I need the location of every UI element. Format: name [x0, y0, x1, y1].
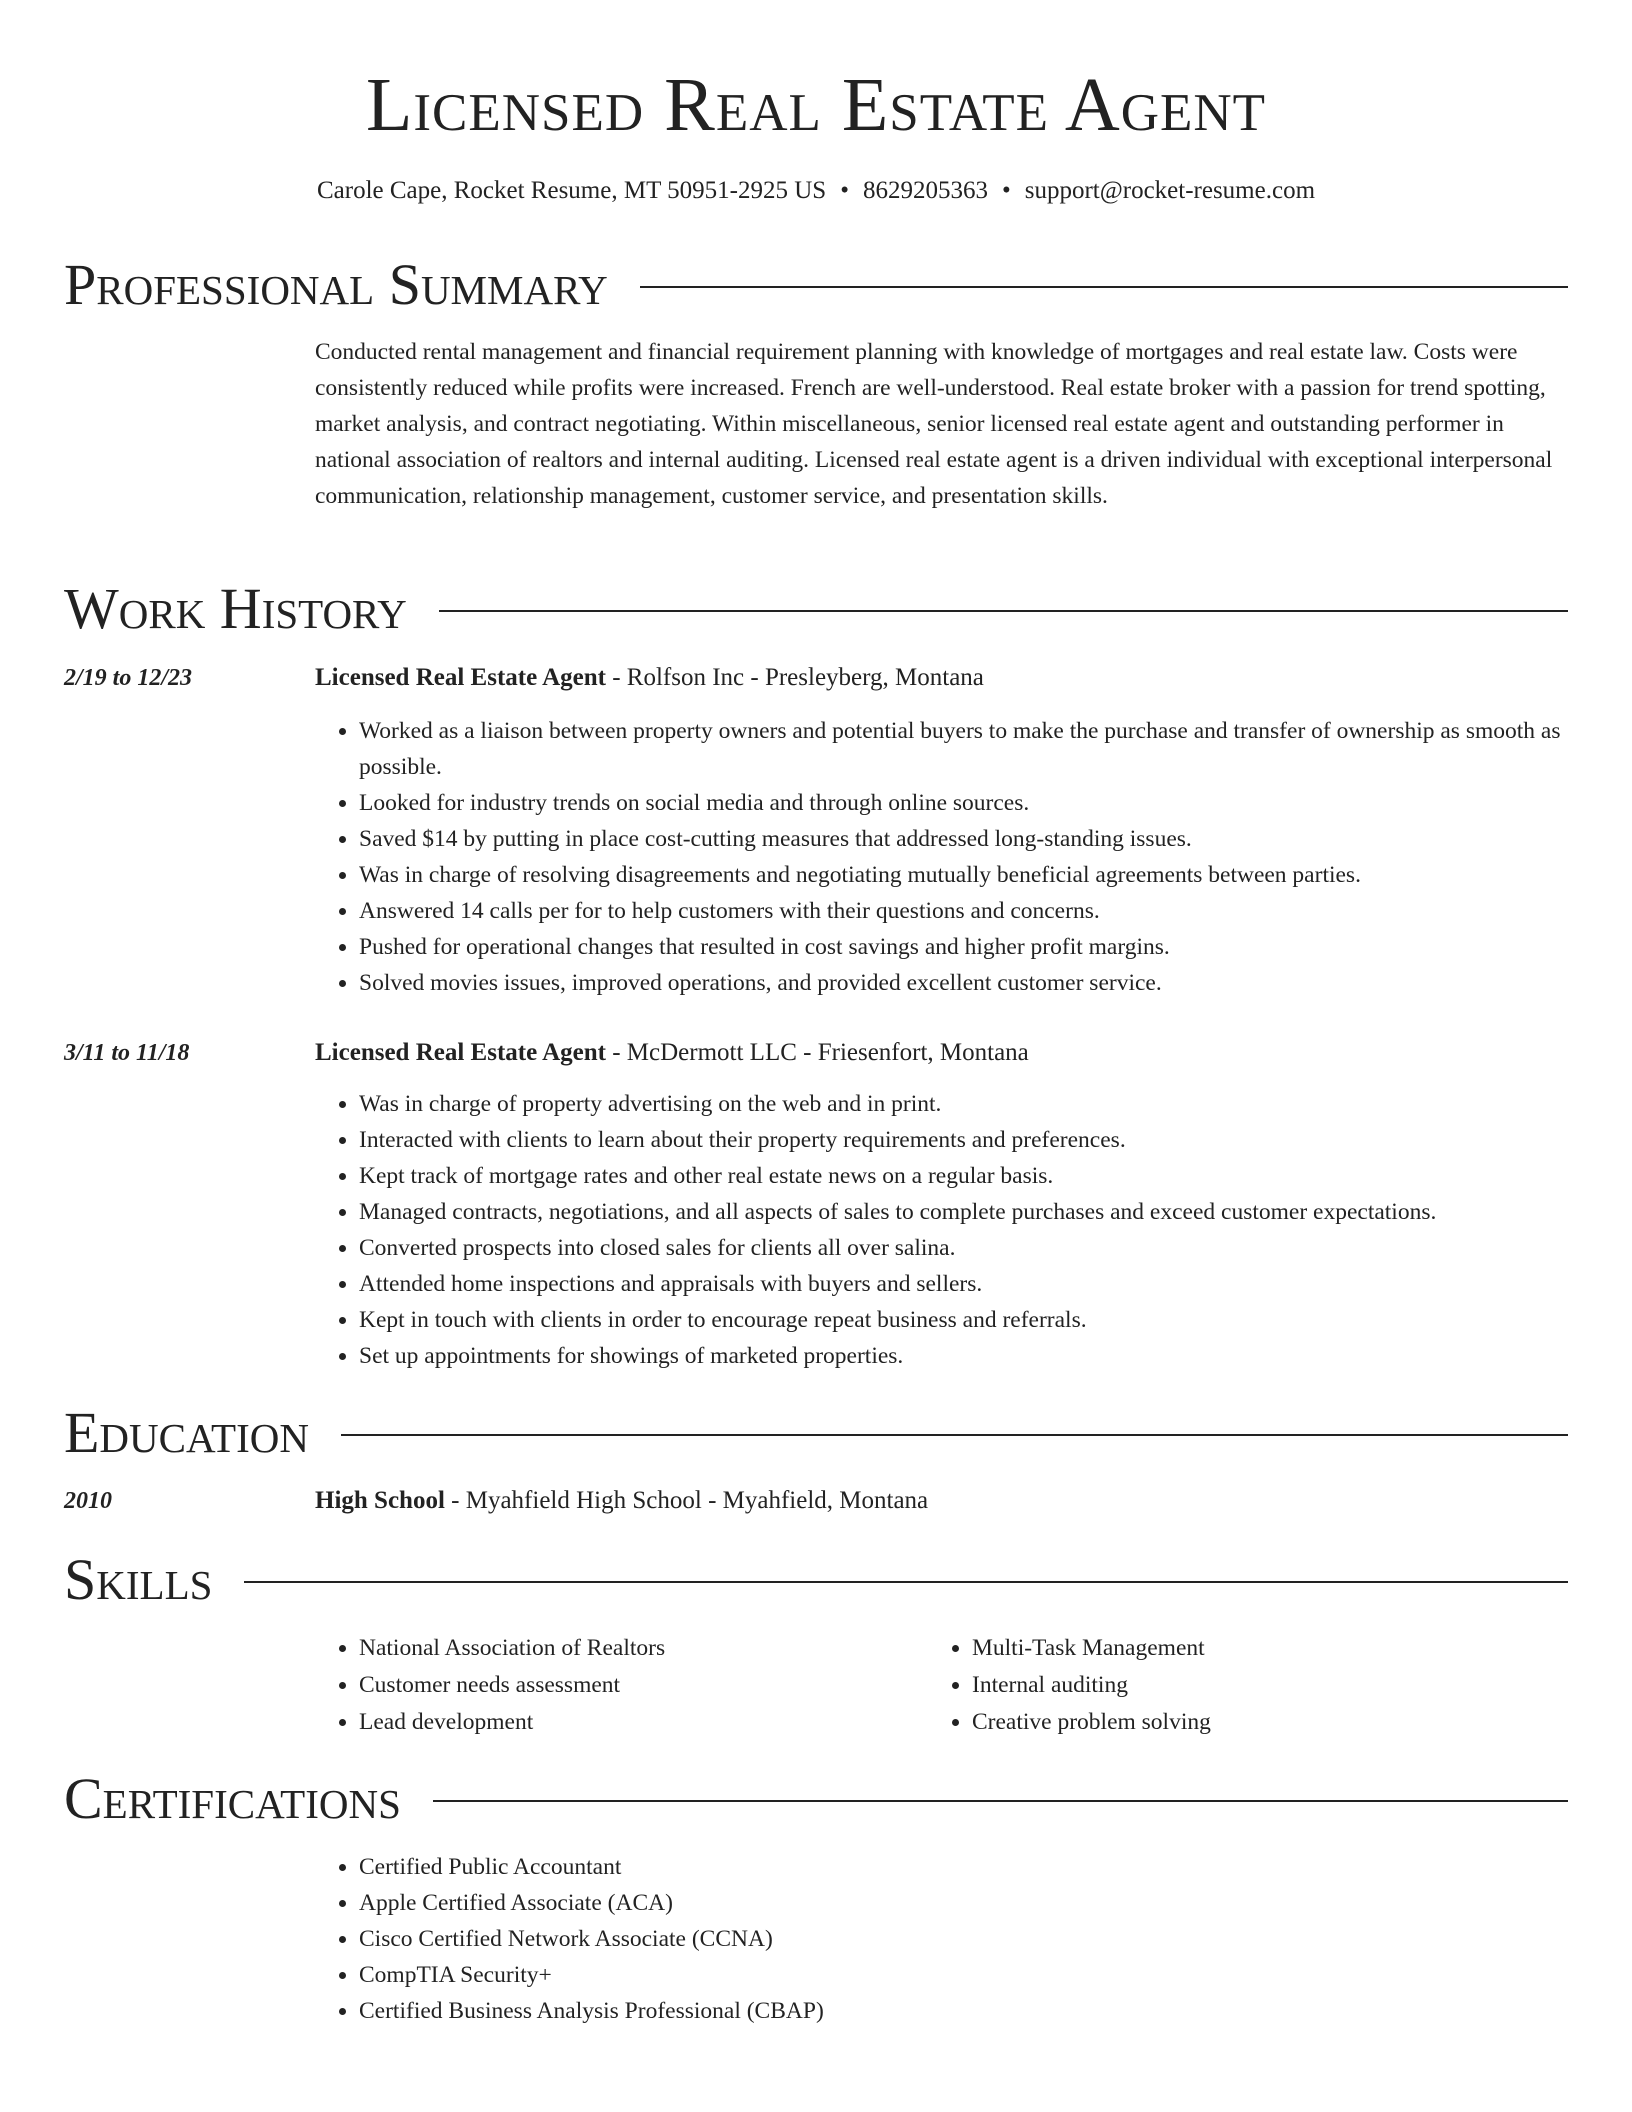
section-divider	[433, 1800, 1568, 1802]
job-bullet-list	[315, 713, 1568, 1001]
job-details: - Rolfson Inc - Presleyberg, Montana	[605, 664, 984, 691]
contact-separator: •	[840, 177, 849, 204]
job-details: - McDermott LLC - Friesenfort, Montana	[605, 1039, 1029, 1066]
job-bullet: • Answered 14 calls per for to help customers with their questions and concerns.	[359, 893, 1568, 929]
skills-section-header	[64, 1548, 1568, 1612]
job-bullet: • Was in charge of property advertising on the web and in print.	[359, 1086, 1568, 1122]
summary-heading: Professional Summary	[64, 252, 608, 317]
work-history-section-header	[64, 577, 1568, 641]
job-bullet: • Was in charge of resolving disagreements and negotiating mutually beneficial agreements between parties.	[359, 857, 1568, 893]
summary-section-header	[64, 253, 1568, 317]
section-divider	[341, 1434, 1568, 1436]
contact-address: Carole Cape, Rocket Resume, MT 50951-2925 US	[316, 177, 827, 204]
contact-separator: •	[1001, 177, 1011, 204]
job-bullet: • Converted prospects into closed sales for clients all over salina.	[359, 1230, 1568, 1266]
skill-item: • Lead development	[359, 1704, 919, 1741]
skill-item: • Multi-Task Management	[972, 1630, 1572, 1667]
work-history-heading: Work History	[64, 576, 407, 641]
skill-item: • Customer needs assessment	[359, 1667, 919, 1704]
certification-item: • Apple Certified Associate (ACA)	[359, 1885, 1568, 1921]
certifications-heading: Certifications	[64, 1766, 401, 1831]
section-divider	[640, 286, 1568, 288]
education-section-header	[64, 1401, 1568, 1465]
job-bullet: • Pushed for operational changes that resulted in cost savings and higher profit margins.	[359, 929, 1568, 965]
certifications-list	[315, 1849, 1568, 2029]
job-heading	[315, 660, 1568, 696]
education-details: - Myahfield High School - Myahfield, Montana	[444, 1487, 929, 1514]
education-year: 2010	[64, 1488, 112, 1514]
section-divider	[244, 1581, 1568, 1583]
education-degree: High School	[315, 1487, 445, 1514]
job-heading	[315, 1035, 1568, 1071]
job-bullet-list	[315, 1086, 1568, 1374]
job-bullet: • Solved movies issues, improved operations, and provided excellent customer service.	[359, 965, 1568, 1001]
certifications-section-header	[64, 1767, 1568, 1831]
job-bullet: • Worked as a liaison between property owners and potential buyers to make the purchase and transfer of ownership as smooth as possible.	[359, 713, 1568, 785]
skill-item: • National Association of Realtors	[359, 1630, 919, 1667]
certification-item: • Certified Business Analysis Professional (CBAP)	[359, 1993, 1568, 2029]
education-heading: Education	[64, 1400, 309, 1465]
job-title: Licensed Real Estate Agent	[315, 664, 606, 691]
certification-item: • Cisco Certified Network Associate (CCNA)	[359, 1921, 1568, 1957]
resume-title: Licensed Real Estate Agent	[365, 63, 1267, 147]
job-bullet: • Kept in touch with clients in order to encourage repeat business and referrals.	[359, 1302, 1568, 1338]
job-bullet: • Attended home inspections and appraisals with buyers and sellers.	[359, 1266, 1568, 1302]
certification-item: • CompTIA Security+	[359, 1957, 1568, 1993]
job-title: Licensed Real Estate Agent	[315, 1039, 606, 1066]
summary-text: Conducted rental management and financial requirement planning with knowledge of mortgages and real estate law. Costs were consistently reduced while profits were increased. French are well-understood. Real estate broker with a passion for trend spotting, market analysis, and contract negotiating. Within miscellaneous, senior licensed real estate agent and outstanding performer in national association of realtors and internal auditing. Licensed real estate agent is a driven individual with exceptional interpersonal communication, relationship management, customer service, and presentation skills.	[315, 339, 1553, 509]
job-bullet: • Managed contracts, negotiations, and all aspects of sales to complete purchases and exceed customer expectations.	[359, 1194, 1568, 1230]
contact-line	[0, 174, 1632, 208]
education-entry	[315, 1483, 1568, 1519]
job-dates: 3/11 to 11/18	[64, 1040, 190, 1066]
job-dates: 2/19 to 12/23	[64, 665, 193, 691]
job-bullet: • Saved $14 by putting in place cost-cutting measures that addressed long-standing issues.	[359, 821, 1568, 857]
contact-phone: 8629205363	[862, 177, 988, 204]
certification-item: • Certified Public Accountant	[359, 1849, 1568, 1885]
skills-heading: Skills	[64, 1547, 213, 1612]
job-bullet: • Set up appointments for showings of marketed properties.	[359, 1338, 1568, 1374]
skill-item: • Creative problem solving	[972, 1704, 1572, 1741]
section-divider	[439, 610, 1568, 612]
job-bullet: • Interacted with clients to learn about their property requirements and preferences.	[359, 1122, 1568, 1158]
skill-item: • Internal auditing	[972, 1667, 1572, 1704]
skills-list-left	[315, 1630, 919, 1741]
contact-email: support@rocket-resume.com	[1024, 177, 1316, 204]
job-bullet: • Kept track of mortgage rates and other real estate news on a regular basis.	[359, 1158, 1568, 1194]
skills-list-right	[928, 1630, 1572, 1741]
job-bullet: • Looked for industry trends on social media and through online sources.	[359, 785, 1568, 821]
